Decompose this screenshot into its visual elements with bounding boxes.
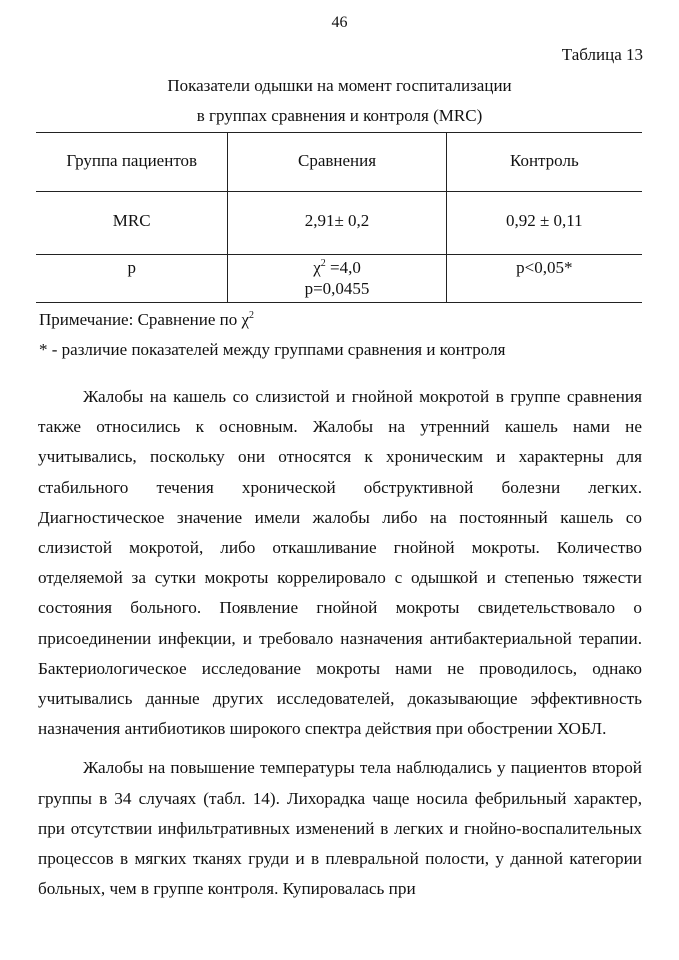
paragraph-fever: Жалобы на повышение температуры тела наблюдались у пациентов второй группы в 34 случаях (табл. 14). Лихорадка чаще носила фебрильный характер, при отсутствии инфильтративных изменений в легких и гнойно-воспалительных процессов в мягких тканях груди и в плевральной полости, у данной категории больных, чем в группе контроля. Купировалась при: [38, 758, 642, 899]
note-chi-symbol: χ: [241, 310, 250, 329]
table-note-comparison: [39, 310, 254, 330]
cell-mrc-control: 0,92 ± 0,11: [446, 192, 642, 255]
chi-symbol: χ: [313, 258, 321, 277]
chi-exponent: 2: [320, 258, 326, 269]
cell-mrc-comparison: 2,91± 0,2: [228, 192, 446, 255]
table-row-mrc: [36, 192, 642, 255]
cell-mrc-label: MRC: [36, 192, 228, 255]
body-text: [38, 382, 642, 913]
header-comparison: Сравнения: [228, 133, 446, 192]
header-control: Контроль: [446, 133, 642, 192]
cell-p-label: р: [36, 255, 228, 303]
cell-p-comparison: [228, 255, 446, 303]
note-text: Примечание: Сравнение по: [39, 310, 242, 329]
page-number: 46: [331, 14, 348, 31]
table-header-row: [36, 133, 642, 192]
p-value: р=0,0455: [304, 279, 370, 298]
dyspnea-table: [36, 132, 642, 303]
note-chi-exponent: 2: [249, 310, 255, 321]
table-caption-line-1: Показатели одышки на момент госпитализации: [167, 76, 512, 95]
table-row-p: [36, 255, 642, 303]
chi-value: =4,0: [325, 258, 361, 277]
table-note-significance: * - различие показателей между группами сравнения и контроля: [39, 340, 506, 359]
paragraph-cough: Жалобы на кашель со слизистой и гнойной мокротой в группе сравнения также относились к основным. Жалобы на утренний кашель нами не учитывались, поскольку они относятся к хроническим и характерны для стабильного течения хронической обструктивной болезни легких. Диагностическое значение имели жалобы либо на постоянный кашель со слизистой мокротой, либо откашливание гнойной мокроты. Количество отделяемой за сутки мокроты коррелировало с одышкой и степенью тяжести состояния больного. Появление гнойной мокроты свидетельствовало о присоединении инфекции, и требовало назначения антибактериальной терапии. Бактериологическое исследование мокроты нами не проводилось, однако учитывались данные других исследователей, доказывающие эффективность назначения антибиотиков широкого спектра действия при обострении ХОБЛ.: [38, 387, 642, 739]
header-patient-group: Группа пациентов: [36, 133, 228, 192]
cell-p-control: р<0,05*: [446, 255, 642, 303]
table-caption-line-2: в группах сравнения и контроля (MRC): [196, 106, 483, 125]
table-label: Таблица 13: [561, 45, 643, 64]
chi-square-value: [228, 257, 445, 278]
